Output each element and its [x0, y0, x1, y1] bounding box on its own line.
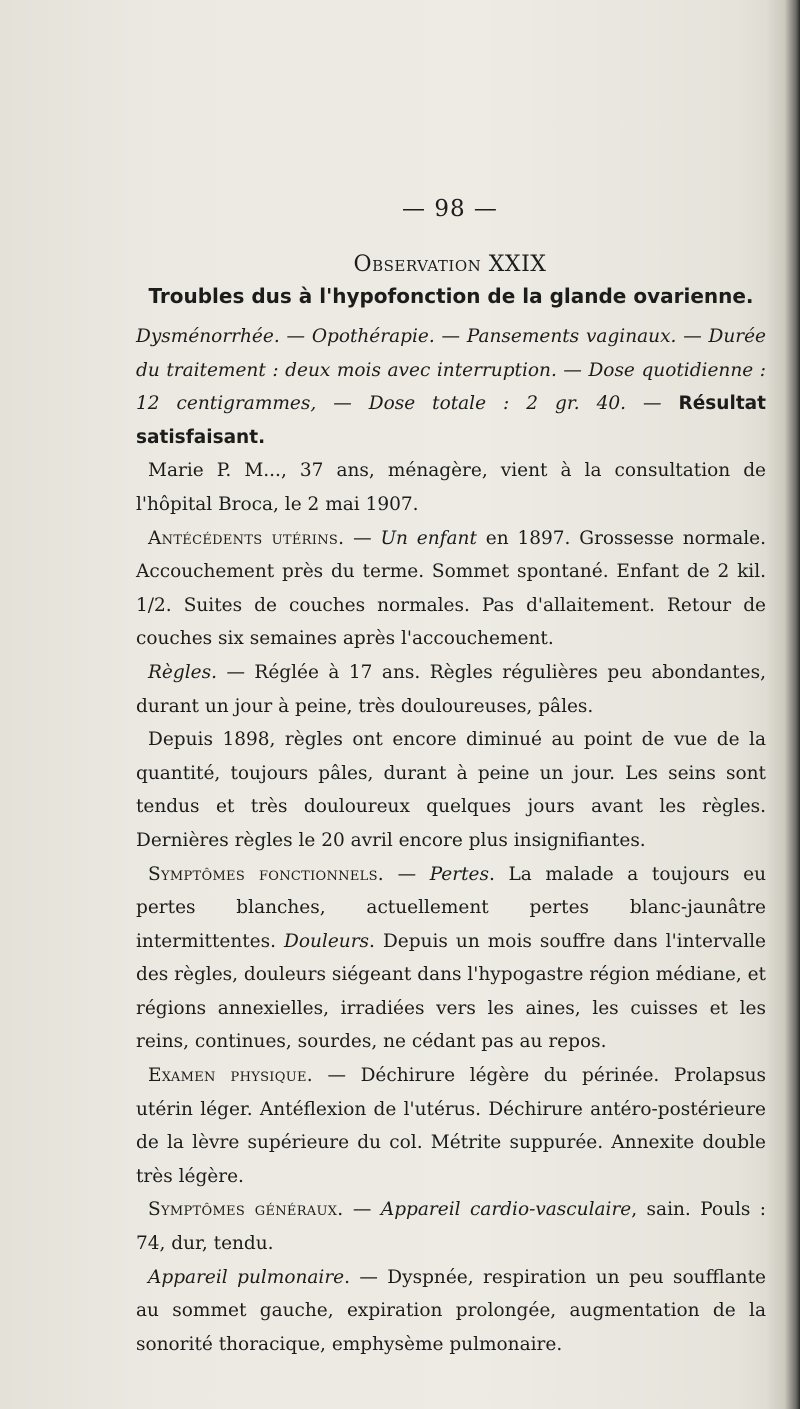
antecedents-heading: Antécédents utérins. — [148, 527, 345, 549]
examen-paragraph — [136, 1059, 766, 1193]
regles-paragraph — [136, 656, 766, 723]
antecedents-separator: — — [344, 527, 381, 549]
pertes-label: Pertes — [429, 863, 489, 885]
page-number: — 98 — — [402, 196, 498, 222]
summary-result: Résultat satisfaisant. — [136, 393, 766, 448]
summary-paragraph — [136, 320, 766, 454]
antecedents-text: en 1897. Grossesse normale. Accouchement près du terme. Sommet spontané. Enfant de 2 kil. 1/2. Suites de couches normales. Pas d'allaitement. Retour de couches six semaines après l'accouchement. — [136, 527, 766, 650]
appareil-cardio-text: , sain. Pouls : 74, dur, tendu. — [136, 1199, 767, 1255]
symptomes-fonctionnels-separator: — — [383, 863, 430, 885]
douleurs-text: . Depuis un mois souffre dans l'intervalle des règles, douleurs siégeant dans l'hypogastre région médiane, et régions annexielles, irradiées vers les aines, les cuisses et les reins, continues, sourdes, ne cédant pas au repos. — [136, 930, 766, 1053]
antecedents-lead: Un enfant — [380, 527, 477, 549]
appareil-pulmonaire-text: . — Dyspnée, respiration un peu soufflante au sommet gauche, expiration prolongée, augmentation de la sonorité thoracique, emphysème pulmonaire. — [136, 1266, 766, 1355]
pulmonaire-paragraph — [136, 1261, 766, 1362]
observation-body — [136, 320, 766, 1361]
intro-paragraph: Marie P. M..., 37 ans, ménagère, vient à la consultation de l'hôpital Broca, le 2 mai 1907. — [136, 460, 766, 515]
regles-text: — Réglée à 17 ans. Règles régulières peu abondantes, durant un jour à peine, très douloureuses, pâles. — [136, 661, 766, 717]
examen-heading: Examen physique. — [148, 1065, 313, 1087]
appareil-cardio-label: Appareil cardio-vasculaire — [380, 1199, 632, 1221]
examen-text: — Déchirure légère du périnée. Prolapsus utérin léger. Antéflexion de l'utérus. Déchirure antéro-postérieure de la lèvre supérieure du col. Métrite suppurée. Annexite double très légère. — [136, 1065, 766, 1187]
antecedents-paragraph — [136, 522, 766, 656]
symptomes-fonctionnels-paragraph — [136, 858, 766, 1060]
douleurs-label: Douleurs — [284, 930, 370, 952]
symptomes-fonctionnels-heading: Symptômes fonctionnels. — [148, 863, 384, 885]
summary-text: Dysménorrhée. — Opothérapie. — Pansements vaginaux. — Durée du traitement : deux mois avec interruption. — Dose quotidienne : 12 centigrammes, — Dose totale : 2 gr. 40. — — [136, 326, 766, 415]
pertes-text: . La malade a toujours eu pertes blanches, actuellement pertes blanc-jaunâtre intermittentes. — [136, 863, 766, 952]
appareil-pulmonaire-label: Appareil pulmonaire — [148, 1266, 345, 1288]
observation-subtitle: Troubles dus à l'hypofonction de la glande ovarienne. — [148, 284, 754, 308]
depuis-paragraph: Depuis 1898, règles ont encore diminué au point de vue de la quantité, toujours pâles, durant à peine un jour. Les seins sont tendus et très douloureux quelques jours avant les règles. Dernières règles le 20 avril encore plus insignifiantes. — [136, 729, 766, 851]
symptomes-generaux-separator: — — [343, 1199, 381, 1221]
symptomes-generaux-paragraph — [136, 1193, 766, 1260]
observation-title: Observation XXIX — [353, 252, 547, 277]
symptomes-generaux-heading: Symptômes généraux. — [148, 1199, 344, 1221]
regles-heading: Règles. — [148, 661, 217, 683]
